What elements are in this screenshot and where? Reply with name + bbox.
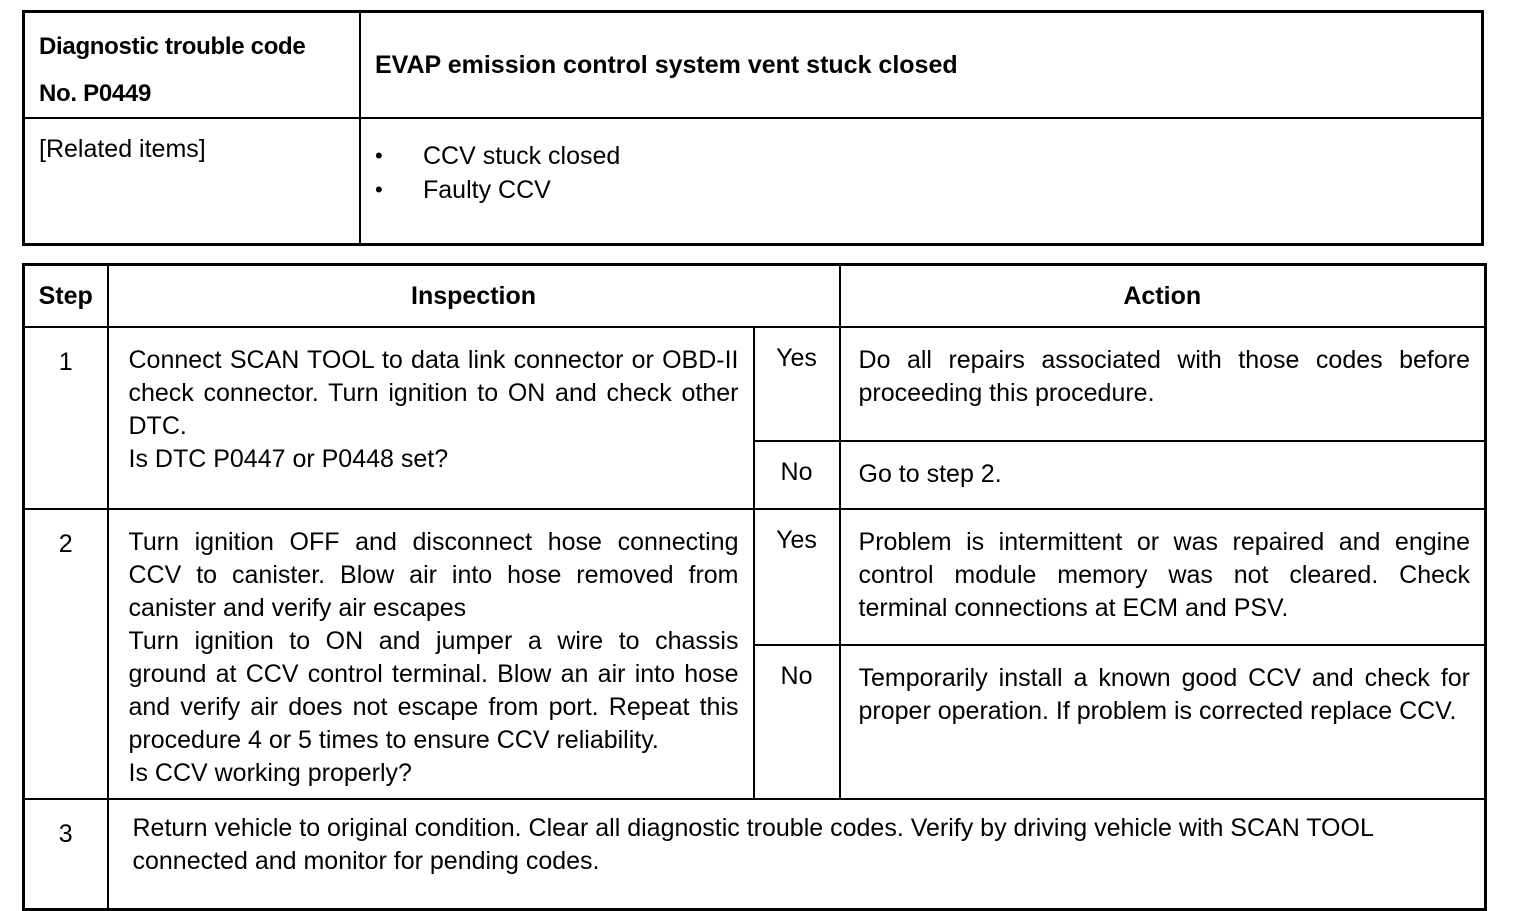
list-item [375,173,1481,207]
related-items-label: [Related items] [24,118,361,245]
dtc-code-label: Diagnostic trouble code [39,33,306,60]
step-instruction: Return vehicle to original condition. Clear all diagnostic trouble codes. Verify by driving vehicle with SCAN TOOL connected and monitor for pending codes. [108,799,1486,910]
step-inspection [108,509,754,799]
column-header-action: Action [840,265,1486,328]
column-header-step: Step [24,265,108,328]
related-item-text: Faulty CCV [423,176,551,204]
table-header-row [24,265,1486,328]
related-items-row [24,118,1483,245]
table-row [24,327,1486,441]
step-number: 3 [24,799,108,910]
step-inspection [108,327,754,509]
inspection-text: Turn ignition OFF and disconnect hose connecting CCV to canister. Blow air into hose removed from canister and verify air escapes [128,528,739,622]
dtc-title-row [24,12,1483,119]
dtc-code-cell [24,12,361,119]
bullet: • [375,143,383,168]
yes-action: Do all repairs associated with those codes before proceeding this procedure. [840,327,1486,441]
inspection-text: Connect SCAN TOOL to data link connector or OBD-II check connector. Turn ignition to ON and check other DTC. [128,346,739,440]
table-row [24,799,1486,910]
yes-label: Yes [754,327,840,441]
step-number: 2 [24,509,108,799]
step-number: 1 [24,327,108,509]
diagnostic-steps-table [22,263,1487,911]
column-header-inspection: Inspection [108,265,840,328]
dtc-header-table [22,10,1484,246]
yes-action: Problem is intermittent or was repaired and engine control module memory was not cleared. Check terminal connections at ECM and PSV. [840,509,1486,645]
no-action: Temporarily install a known good CCV and check for proper operation. If problem is corrected replace CCV. [840,645,1486,799]
related-item-text: CCV stuck closed [423,142,621,170]
inspection-question: Is DTC P0447 or P0448 set? [128,445,449,473]
inspection-question: Is CCV working properly? [128,759,412,787]
list-item [375,139,1481,173]
dtc-title: EVAP emission control system vent stuck closed [360,12,1483,119]
related-items-list [360,118,1483,245]
no-action: Go to step 2. [840,441,1486,509]
dtc-code-number: No. P0449 [39,80,152,107]
inspection-text: Turn ignition to ON and jumper a wire to chassis ground at CCV control terminal. Blow an air into hose and verify air does not escape from port. Repeat this procedure 4 or 5 times to ensure CCV reliability. [128,627,739,754]
bullet: • [375,177,383,202]
no-label: No [754,645,840,799]
table-row [24,509,1486,645]
no-label: No [754,441,840,509]
yes-label: Yes [754,509,840,645]
